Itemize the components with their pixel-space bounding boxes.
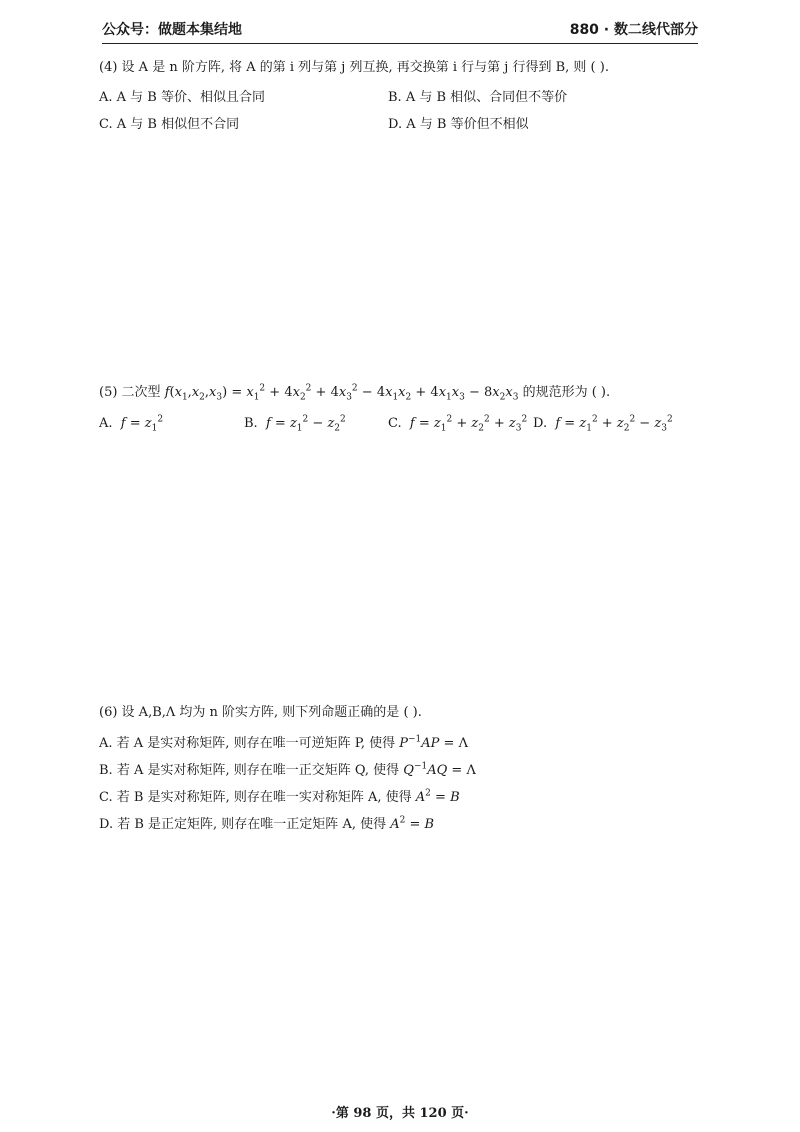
question-4-option-c: C. A 与 B 相似但不合同	[99, 117, 240, 132]
question-4-stem: (4) 设 A 是 n 阶方阵, 将 A 的第 i 列与第 j 列互换, 再交换第 i 行与第 j 行得到 B, 则 ( ).	[99, 60, 609, 75]
question-6-option-b: B. 若 A 是实对称矩阵, 则存在唯一正交矩阵 Q, 使得 $Q^{-1}AQ = \Lambda$	[99, 761, 476, 778]
question-4-option-d: D. A 与 B 等价但不相似	[388, 117, 529, 132]
question-6-option-d: D. 若 B 是正定矩阵, 则存在唯一正定矩阵 A, 使得 $A^2 = B$	[99, 815, 435, 832]
header-right: 880 · 数二线代部分	[569, 22, 698, 38]
question-5-option-d: D. $f = z_1^2 + z_2^2 - z_3^2$	[533, 414, 673, 434]
question-6-stem: (6) 设 A,B,Λ 均为 n 阶实方阵, 则下列命题正确的是 ( ).	[99, 705, 422, 720]
question-6-option-c: C. 若 B 是实对称矩阵, 则存在唯一实对称矩阵 A, 使得 $A^2 = B$	[99, 788, 460, 805]
question-5-stem-suffix: 的规范形为 ( ).	[522, 385, 611, 400]
page-header	[102, 17, 698, 44]
question-5-formula: $f(x_1,x_2,x_3) = x_1^2 + 4x_2^2 + 4x_3^2 - 4x_1x_2 + 4x_1x_3 - 8x_2x_3$	[164, 383, 519, 403]
question-4-option-a: A. A 与 B 等价、相似且合同	[99, 90, 265, 105]
question-5-option-c: C. $f = z_1^2 + z_2^2 + z_3^2$	[388, 414, 528, 434]
question-6-option-a: A. 若 A 是实对称矩阵, 则存在唯一可逆矩阵 P, 使得 $P^{-1}AP = \Lambda$	[99, 734, 468, 751]
question-4-option-b: B. A 与 B 相似、合同但不等价	[388, 90, 568, 105]
question-5-stem	[99, 384, 610, 402]
header-left: 公众号：做题本集结地	[102, 22, 242, 38]
question-5-option-b: B. $f = z_1^2 - z_2^2$	[244, 414, 346, 434]
page-footer: ·第 98 页，共 120 页·	[331, 1106, 469, 1121]
question-5-option-a: A. $f = z_1^2$	[99, 414, 164, 434]
question-5-stem-prefix: (5) 二次型	[99, 385, 161, 400]
